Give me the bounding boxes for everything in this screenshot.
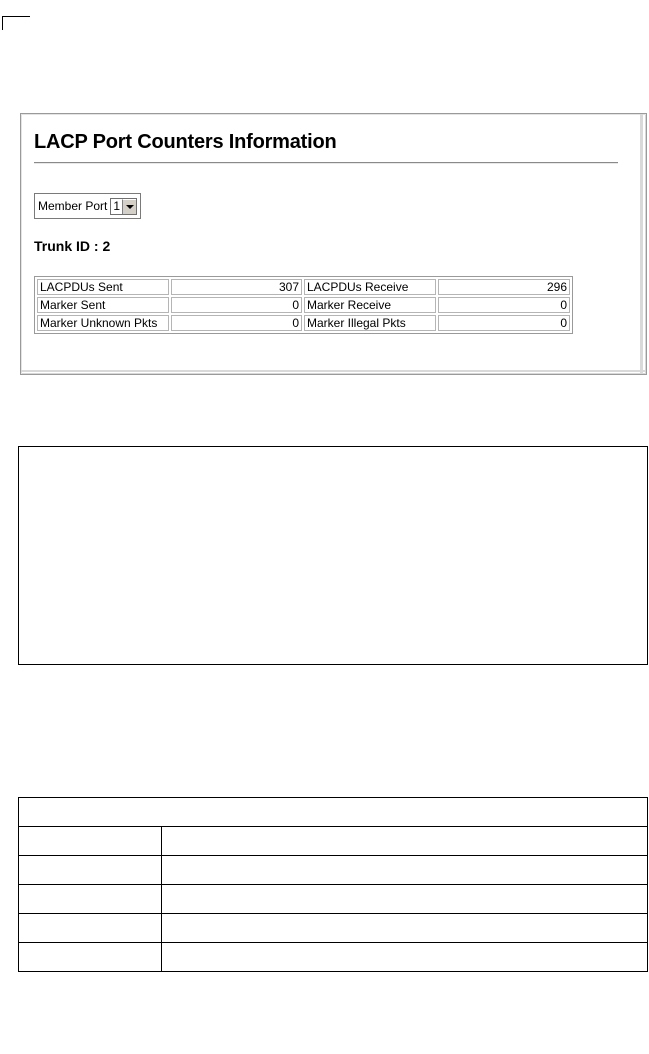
page-title: LACP Port Counters Information <box>34 131 337 153</box>
counter-value: 296 <box>438 279 570 295</box>
member-port-label: Member Port <box>38 199 108 213</box>
table-row <box>37 315 570 331</box>
counter-label: Marker Unknown Pkts <box>37 315 169 331</box>
table-header-cell <box>19 798 648 827</box>
parameter-table <box>18 797 648 972</box>
counter-value: 0 <box>171 315 302 331</box>
title-divider <box>34 162 618 164</box>
table-row <box>37 297 570 313</box>
table-row <box>19 856 648 885</box>
member-port-select[interactable] <box>110 198 137 215</box>
counter-value: 307 <box>171 279 302 295</box>
member-port-selector <box>34 193 141 219</box>
cli-example-box <box>18 446 648 665</box>
chevron-down-icon[interactable] <box>122 199 136 214</box>
table-row <box>19 914 648 943</box>
table-cell <box>19 856 162 885</box>
table-row <box>19 827 648 856</box>
table-cell <box>162 943 648 972</box>
table-cell <box>19 943 162 972</box>
lacp-counters-panel <box>20 113 647 375</box>
table-row <box>19 943 648 972</box>
counter-value: 0 <box>438 315 570 331</box>
panel-frame-right <box>640 114 643 374</box>
table-cell <box>19 914 162 943</box>
table-row <box>37 279 570 295</box>
counters-table <box>34 276 573 334</box>
counter-label: LACPDUs Sent <box>37 279 169 295</box>
member-port-value: 1 <box>113 198 121 213</box>
table-cell <box>162 914 648 943</box>
table-cell <box>162 856 648 885</box>
table-cell <box>162 885 648 914</box>
table-cell <box>162 827 648 856</box>
counter-value: 0 <box>171 297 302 313</box>
table-cell <box>19 827 162 856</box>
counter-label: Marker Receive <box>304 297 436 313</box>
table-cell <box>19 885 162 914</box>
table-row <box>19 885 648 914</box>
counter-value: 0 <box>438 297 570 313</box>
table-header-row <box>19 798 648 827</box>
counter-label: Marker Sent <box>37 297 169 313</box>
trunk-id-label: Trunk ID : 2 <box>34 238 111 254</box>
counter-label: Marker Illegal Pkts <box>304 315 436 331</box>
crop-mark <box>0 0 30 24</box>
counter-label: LACPDUs Receive <box>304 279 436 295</box>
panel-frame-bottom <box>21 370 646 372</box>
